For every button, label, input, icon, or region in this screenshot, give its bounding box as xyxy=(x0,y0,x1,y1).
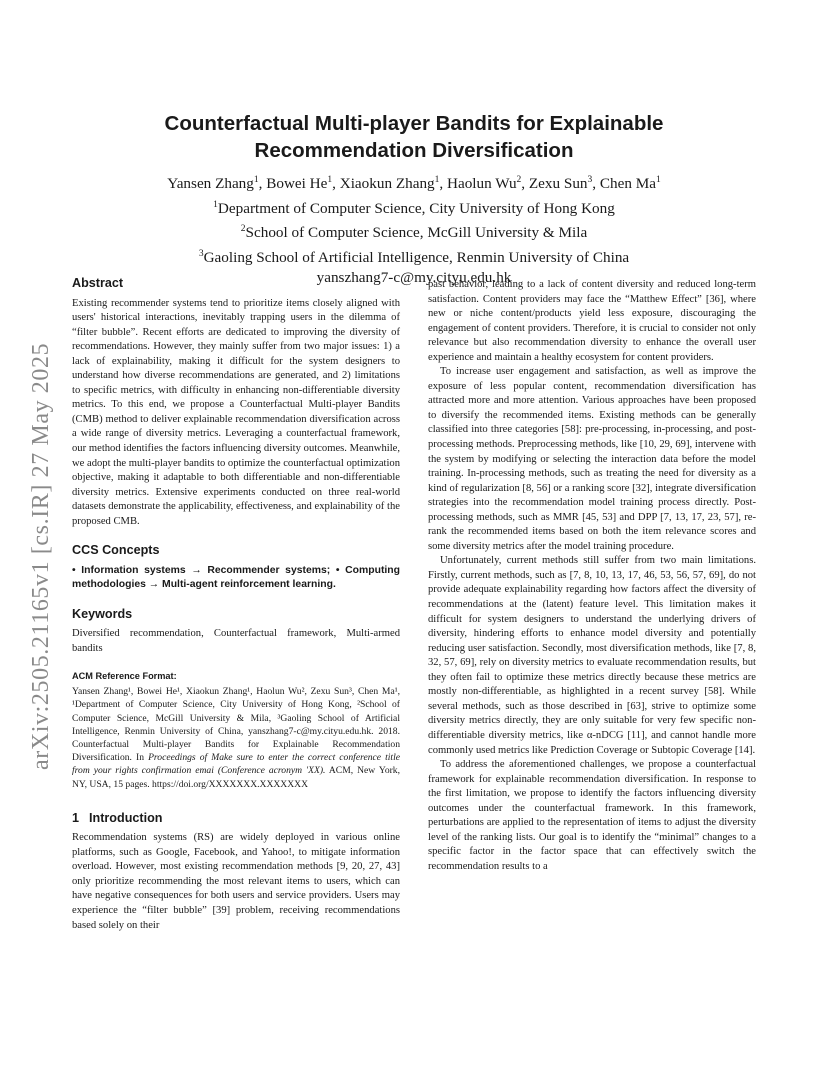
author-affiliation-mark: 1 xyxy=(655,175,661,185)
introduction-heading xyxy=(72,811,400,826)
affiliation-3 xyxy=(72,244,756,269)
author-affiliation-mark: 2 xyxy=(516,175,522,185)
author-name: Zexu Sun xyxy=(528,175,588,193)
author-affiliation-mark: 1 xyxy=(327,175,333,185)
title-line-2: Recommendation Diversification xyxy=(254,139,574,162)
acm-reference-mid: . 2018. Counterfactual Multi-player Bandits for Explainable Recommendation Diversification. In xyxy=(72,725,400,764)
affiliation-2 xyxy=(72,219,756,244)
author-affiliation-mark: 1 xyxy=(253,175,259,185)
left-column xyxy=(72,276,400,933)
title-line-1: Counterfactual Multi-player Bandits for Explainable xyxy=(164,112,664,135)
acm-reference-heading: ACM Reference Format: xyxy=(72,670,177,681)
right-paragraph-2: To increase user engagement and satisfaction, as well as improve the exposure of less popular content, recommendation diversification has attracted more and more attention. Various approaches have been proposed to diversify the recommended items. Existing methods can be generally classified into three categories [58]: pre-processing, in-processing, and post-processing methods. Preprocessing methods, like [10, 29, 69], intervene with the system by modifying or selecting the interaction data before the model training. In-processing methods, such as treating the need for diversity as a kind of regularization [8, 56] or a ranking score [32], integrate diversification strategies into the recommendation model training process directly. Post-processing methods, such as MMR [45, 53] and DPP [7, 13, 17, 23, 57], re-rank the recommended items based on both the item relevance scores and some diversity metrics after the model training procedure. xyxy=(428,366,756,552)
acm-reference-venue: Proceedings of Make sure to enter the correct conference title from your rights confirmation emai (Conference acronym 'XX). xyxy=(72,752,400,777)
acm-reference-end: ACM, New York, NY, USA, 15 pages. https://doi.org/XXXXXXX.XXXXXXX xyxy=(72,765,401,790)
abstract-text: Existing recommender systems tend to prioritize items closely aligned with users' historical interactions, inevitably trapping users in the dilemma of “filter bubble”. Recent efforts are dedicated to improving the diversity of recommendations. However, they mainly suffer from two major issues: 1) a lack of explainability, making it difficult for the system designers to understand how diverse recommendations are generated, and 2) limitations to specific metrics, with difficulty in enhancing non-differentiable diversity metrics. To this end, we propose a Counterfactual Multi-player Bandits (CMB) method to deliver explainable recommendation diversification across a wide range of diversity metrics. Leveraging a counterfactual framework, our method identifies the factors influencing diversity outcomes. Meanwhile, we adopt the multi-player bandits to optimize the counterfactual optimization objective, making it adaptable to both differentiable and non-differentiable diversity metrics. Extensive experiments conducted on three real-world datasets demonstrate the applicability, effectiveness, and explainability of the proposed CMB. xyxy=(72,297,401,527)
affiliation-1 xyxy=(72,195,756,220)
section-number: 1 xyxy=(72,810,80,825)
acm-reference-authors: Yansen Zhang¹, Bowei He¹, Xiaokun Zhang¹, Haolun Wu², Zexu Sun³, Chen Ma¹, ¹Department of Computer Science, City University of Hong Kong, ²School of Computer Science, McGill University & Mila, ³Gaoling School of Artificial Intelligence, Renmin University of China, yanszhang7-c@my.cityu.edu.hk xyxy=(72,686,400,737)
right-paragraph-3: Unfortunately, current methods still suffer from two main limitations. Firstly, current methods, such as [7, 8, 10, 13, 17, 46, 53, 56, 57, 69], do not provide adequate explainability regarding how factors affect the diversity of recommendations at the (latent) feature level. This limitation makes it difficult for system designers to understand the underlying drivers of diversity, hindering efforts to enhance model diversity and potentially reducing user satisfaction. Secondly, most diversification methods, like [7, 8, 32, 57, 69], rely on diversity metrics to evaluate recommendation results, but they often fail to optimize these metrics directly because these metrics are mostly non-differentiable, as highlighted in a recent survey [58]. While several methods, such as those described in [63], strive to optimize some diversity metrics directly, they are only suitable for very few specific non-differentiable diversity metrics, like α-nDCG [11], and cannot handle more commonly used metrics like Prediction Coverage or Subtopic Coverage [14]. xyxy=(428,555,756,756)
right-column xyxy=(428,278,756,874)
affiliation-text: Department of Computer Science, City University of Hong Kong xyxy=(217,199,615,217)
affiliation-text: School of Computer Science, McGill University & Mila xyxy=(245,224,588,242)
introduction-paragraph-1: Recommendation systems (RS) are widely deployed in various online platforms, such as Google, Facebook, and Yahoo!, to mitigate information overload. However, most existing recommendation methods [9, 20, 27, 43] only prioritize recommending the most relevant items to users, which can have negative consequences for both users and service providers. Users may experience the “filter bubble” [39] problem, receiving recommendations based solely on their xyxy=(72,832,400,931)
author-affiliation-mark: 1 xyxy=(434,175,440,185)
author-affiliation-mark: 3 xyxy=(587,175,593,185)
keywords-text: Diversified recommendation, Counterfactual framework, Multi-armed bandits xyxy=(72,628,400,655)
ccs-text: • Information systems → Recommender systems; • Computing methodologies → Multi-agent reinforcement learning. xyxy=(72,564,400,591)
ccs-heading: CCS Concepts xyxy=(72,543,160,558)
author-name: Chen Ma xyxy=(599,175,656,193)
author-email: yanszhang7-c@my.cityu.edu.hk xyxy=(316,269,512,287)
right-paragraph-1: past behavior, leading to a lack of content diversity and reduced long-term satisfaction. Content providers may face the “Matthew Effect” [36], where new or niche content/products yield less exposure, discouraging the engagement of content providers. Therefore, it is crucial to consider not only relevance but also recommendation diversity to enhance the overall user experience and maintain a healthy ecosystem for content providers. xyxy=(428,279,756,363)
affiliation-number: 3 xyxy=(198,248,204,259)
author-name: Bowei He xyxy=(266,175,328,193)
acm-reference-text xyxy=(72,685,400,791)
right-paragraph-4: To address the aforementioned challenges, we propose a counterfactual framework for explainable recommendation diversification. In response to the first limitation, we propose to identify the factors influencing diversity outcomes under the counterfactual framework. In this framework, perturbations are applied to the representation of items to adjust the diversity level of the ranking lists. Our goal is to identify the “minimal” changes to a specific factor in the factor space that can effectively switch the recommendation results to a xyxy=(428,759,756,872)
affiliation-text: Gaoling School of Artificial Intelligence, Renmin University of China xyxy=(203,248,630,266)
affiliation-number: 1 xyxy=(213,199,218,210)
section-title: Introduction xyxy=(89,810,163,825)
paper-header xyxy=(72,110,756,289)
paper-title xyxy=(72,110,756,164)
affiliation-number: 2 xyxy=(240,224,246,235)
author-name: Xiaokun Zhang xyxy=(339,175,435,193)
abstract-heading: Abstract xyxy=(72,276,124,290)
keywords-heading: Keywords xyxy=(72,606,133,621)
arxiv-identifier-stamp xyxy=(6,300,66,780)
author-name: Haolun Wu xyxy=(446,175,517,193)
arxiv-id-text: arXiv:2505.21165v1 [cs.IR] 27 May 2025 xyxy=(28,342,54,770)
author-name: Yansen Zhang xyxy=(167,175,254,193)
author-list: Yansen Zhang$^1$, Bowei He$^1$, Xiaokun Zhang$^1$, Haolun Wu$^2$, Zexu Sun$^3$, Chen Ma$^1$ xyxy=(167,175,661,193)
